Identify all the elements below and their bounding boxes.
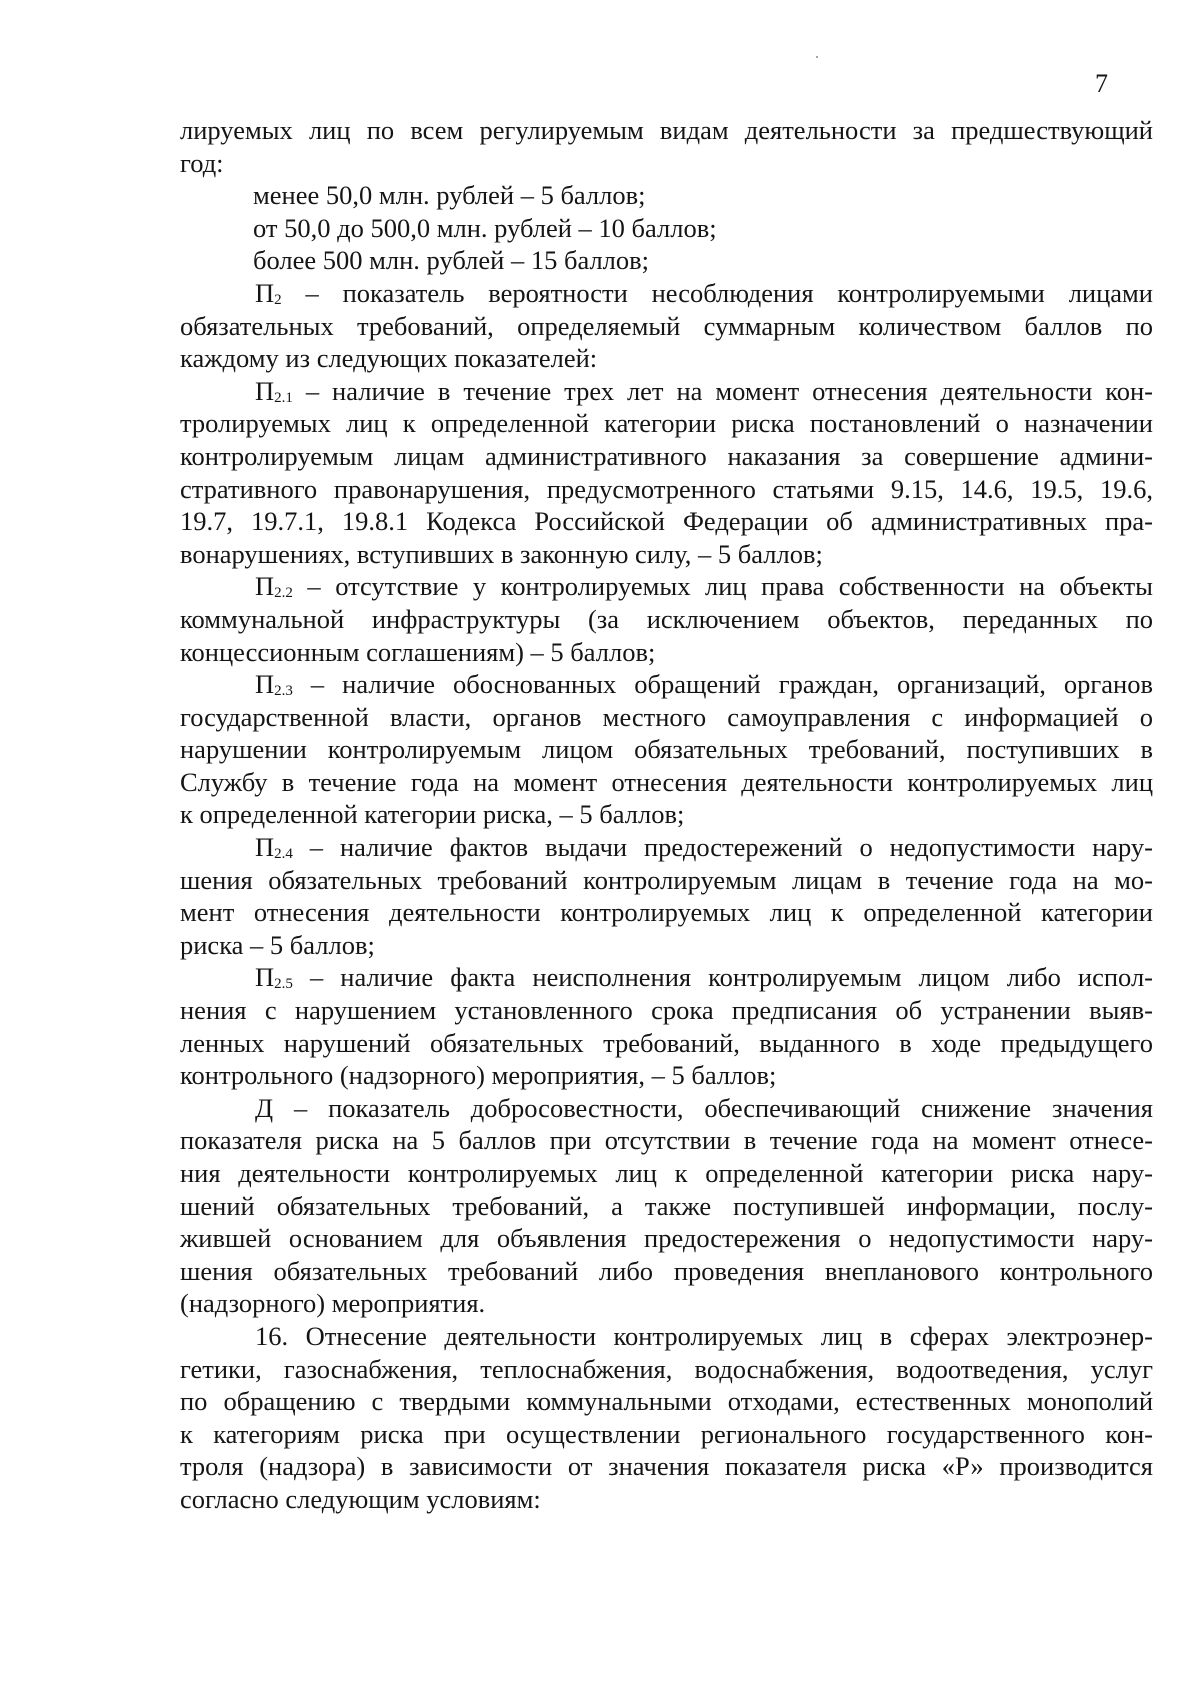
text-line: лируемых лиц по всем регулируемым видам деятельности за предшествующий xyxy=(180,115,1153,145)
indicator-subscript: 2 xyxy=(274,291,282,308)
text-line: нарушении контролируемым лицом обязательных требований, поступивших в xyxy=(180,734,1153,765)
text-fragment: – показатель вероятности несоблюдения контролируемыми лицами xyxy=(281,277,1153,308)
text-line: ленных нарушений обязательных требований, выданного в ходе предыдущего xyxy=(180,1027,1153,1058)
scale-item: от 50,0 до 500,0 млн. рублей – 10 баллов; xyxy=(253,212,717,243)
scale-item: менее 50,0 млн. рублей – 5 баллов; xyxy=(253,180,646,211)
text-line: жившей основанием для объявления предостережения о недопустимости нару- xyxy=(180,1223,1153,1254)
text-fragment: – отсутствие у контролируемых лиц права собственности на объекты xyxy=(292,571,1153,602)
indicator-symbol: П xyxy=(255,669,275,700)
text-line: стративного правонарушения, предусмотренного статьями 9.15, 14.6, 19.5, 19.6, xyxy=(180,473,1153,504)
text-line: тролируемых лиц к определенной категории риска постановлений о назначении xyxy=(180,408,1153,439)
text-line: к определенной категории риска, – 5 баллов; xyxy=(180,799,685,830)
text-line: шения обязательных требований либо проведения внепланового контрольного xyxy=(180,1255,1153,1286)
indicator-subscript: 2.1 xyxy=(274,389,293,406)
text-line: троля (надзора) в зависимости от значения показателя риска «Р» производится xyxy=(180,1451,1153,1482)
text-line: государственной власти, органов местного самоуправления с информацией о xyxy=(180,701,1153,732)
indicator-symbol: П xyxy=(255,277,275,308)
text-line: шения обязательных требований контролируемым лицам в течение года на мо- xyxy=(180,864,1153,895)
text-fragment: – наличие обоснованных обращений граждан, организаций, органов xyxy=(292,669,1153,700)
text-fragment: – наличие фактов выдачи предостережений о недопустимости нару- xyxy=(292,832,1153,863)
indicator-subscript: 2.3 xyxy=(274,683,293,700)
paragraph-16-first-line: 16. Отнесение деятельности контролируемых лиц в сферах электроэнер- xyxy=(255,1320,1153,1351)
paragraph-p2-first-line xyxy=(180,277,1153,310)
text-line: шений обязательных требований, а также поступившей информации, послу- xyxy=(180,1190,1153,1221)
body-text xyxy=(180,114,1153,1516)
text-line: контролируемым лицам административного наказания за совершение админи- xyxy=(180,440,1153,471)
text-line: мент отнесения деятельности контролируемых лиц к определенной категории xyxy=(180,897,1153,928)
text-line: 19.7, 19.7.1, 19.8.1 Кодекса Российской Федерации об административных пра- xyxy=(180,506,1153,537)
text-line: по обращению с твердыми коммунальными отходами, естественных монополий xyxy=(180,1386,1153,1417)
paragraph-p21-first-line xyxy=(180,375,1153,408)
text-line: Службу в течение года на момент отнесения деятельности контролируемых лиц xyxy=(180,766,1153,797)
indicator-symbol: П xyxy=(255,962,275,993)
indicator-symbol: П xyxy=(255,832,275,863)
text-line: риска – 5 баллов; xyxy=(180,929,375,960)
indicator-subscript: 2.4 xyxy=(274,846,293,863)
page-number: 7 xyxy=(1095,69,1108,98)
text-line: контрольного (надзорного) мероприятия, – 5 баллов; xyxy=(180,1060,777,1091)
text-line: к категориям риска при осуществлении регионального государственного кон- xyxy=(180,1418,1153,1449)
text-line: гетики, газоснабжения, теплоснабжения, водоснабжения, водоотведения, услуг xyxy=(180,1353,1153,1384)
text-line: коммунальной инфраструктуры (за исключением объектов, переданных по xyxy=(180,603,1153,634)
paragraph-d-first-line: Д – показатель добросовестности, обеспечивающий снижение значения xyxy=(255,1092,1153,1123)
text-fragment: – наличие в течение трех лет на момент отнесения деятельности кон- xyxy=(292,375,1153,406)
scan-speck xyxy=(816,56,818,58)
text-line: нения с нарушением установленного срока предписания об устранении выяв- xyxy=(180,995,1153,1026)
text-fragment: – наличие факта неисполнения контролируемым лицом либо испол- xyxy=(292,962,1153,993)
text-line: ния деятельности контролируемых лиц к определенной категории риска нару- xyxy=(180,1158,1153,1188)
indicator-symbol: П xyxy=(255,571,275,602)
text-line: обязательных требований, определяемый суммарным количеством баллов по xyxy=(180,310,1153,341)
text-line: концессионным соглашениям) – 5 баллов; xyxy=(180,636,656,667)
paragraph-p23-first-line xyxy=(180,668,1153,701)
text-line: показателя риска на 5 баллов при отсутствии в течение года на момент отнесе- xyxy=(180,1125,1153,1156)
text-line: (надзорного) мероприятия. xyxy=(180,1288,486,1319)
indicator-symbol: П xyxy=(255,375,275,406)
indicator-subscript: 2.2 xyxy=(274,585,293,602)
indicator-subscript: 2.5 xyxy=(274,976,293,993)
text-line: вонарушениях, вступивших в законную силу, – 5 баллов; xyxy=(180,538,823,569)
paragraph-p24-first-line xyxy=(180,831,1153,864)
text-line: год: xyxy=(180,147,224,178)
scale-item: более 500 млн. рублей – 15 баллов; xyxy=(253,245,650,276)
paragraph-p25-first-line xyxy=(180,961,1153,994)
paragraph-p22-first-line xyxy=(180,570,1153,603)
text-line: согласно следующим условиям: xyxy=(180,1483,541,1514)
text-line: каждому из следующих показателей: xyxy=(180,343,598,374)
